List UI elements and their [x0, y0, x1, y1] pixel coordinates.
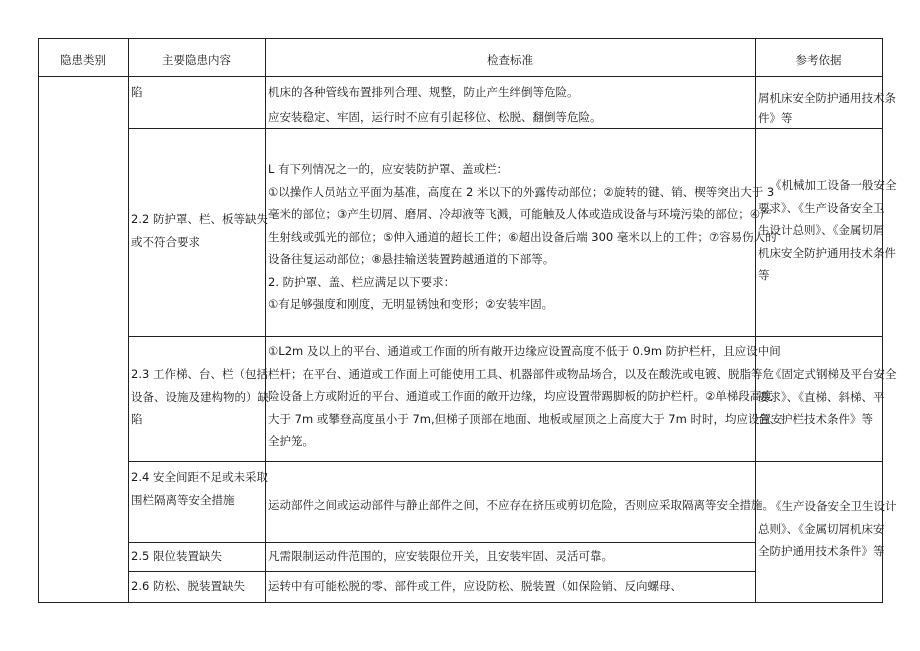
- row3-basis-line: 要求》、《直梯、斜梯、平: [758, 389, 885, 404]
- row2-basis-line: 要求》、《生产设备安全卫: [758, 200, 885, 215]
- row3-basis: [758, 363, 897, 431]
- row3-standard-line: 险设备上方或附近的平台、通道或工作面的敞开边缘，均应设置带踢脚板的防护栏杆。②单梯段高度: [268, 389, 773, 403]
- col2-divider: [265, 38, 266, 603]
- row1-basis-line1: 屑机床安全防护通用技术条: [758, 91, 896, 105]
- row3-standard-line: ①L2m 及以上的平台、通道或工作面的所有敞开边缘应设置高度不低于 0.9m 防护栏杆，且应设中间: [268, 344, 781, 358]
- row3-bottom-border: [128, 461, 883, 462]
- row2-basis-line: 生设计总则》、《金属切屑: [758, 223, 885, 237]
- row2-standard-line: ①以操作人员站立平面为基准，高度在 2 米以下的外露传动部位；②旋转的键、销、楔等突出大于 3: [268, 184, 775, 199]
- table-top-border: [38, 38, 883, 39]
- row3-content-line: 2.3 工作梯、台、栏（包括: [131, 367, 268, 381]
- row4-content-line: 围栏隔离等安全措施: [131, 492, 235, 507]
- row2-bottom-border: [128, 336, 883, 337]
- row1-bottom-border: [128, 128, 883, 129]
- row2-standard: [268, 158, 777, 316]
- row5-standard: 凡需限制运动件范围的，应安装限位开关，且安装牢固、灵活可靠。: [268, 549, 613, 563]
- row4-basis-line: 全防护通用技术条件》等: [758, 544, 885, 558]
- row4-basis: [758, 495, 897, 563]
- header-standard: 检查标准: [487, 53, 533, 67]
- row4-bottom-border: [128, 542, 755, 543]
- row3-content-line: 陷: [131, 412, 143, 426]
- row3-standard-line: 栏杆；在平台、通道或工作面上可能使用工具、机器部件或物品场合，以及在酸洗或电镀、脱脂等危: [268, 366, 774, 381]
- row2-basis-line: 等: [758, 268, 770, 282]
- row2-basis: [758, 174, 897, 287]
- row3-content-line: 设备、设施及建构物的）缺: [131, 389, 269, 404]
- header-content: 主要隐患内容: [162, 53, 231, 67]
- row2-standard-line: 2. 防护罩、盖、栏应满足以下要求：: [268, 274, 456, 289]
- table-left-border: [38, 38, 39, 603]
- row2-standard-line: 生射线或弧光的部位；⑤伸入通道的超长工件；⑥超出设备后端 300 毫米以上的工件；⑦容易伤人的: [268, 229, 777, 244]
- table-bottom-border: [38, 602, 883, 603]
- row2-content: [131, 208, 268, 253]
- row2-basis-line: 《机械加工设备一般安全: [770, 178, 897, 192]
- row6-content: 2.6 防松、脱装置缺失: [131, 579, 245, 593]
- row2-content-line: 2.2 防护罩、栏、板等缺失: [131, 212, 268, 226]
- row1-content: 陷: [131, 85, 143, 99]
- row2-standard-line: 毫米的部位；③产生切屑、磨屑、冷却液等飞溅，可能触及人体或造成设备与环境污染的部位；④产: [268, 207, 772, 221]
- col1-divider: [128, 38, 129, 603]
- col3-divider: [755, 38, 756, 603]
- row2-content-line: 或不符合要求: [131, 234, 200, 249]
- header-bottom-border: [38, 76, 883, 77]
- row2-standard-line: ①有足够强度和刚度，无明显锈蚀和变形；②安装牢固。: [268, 297, 554, 311]
- row3-content: [131, 363, 269, 431]
- row4-standard: 运动部件之间或运动部件与静止部件之间，不应存在挤压或剪切危险，否则应采取隔离等安全措施。: [268, 498, 774, 512]
- header-basis: 参考依据: [795, 53, 842, 67]
- row4-basis-line: 《生产设备安全卫生设计: [770, 499, 897, 513]
- row4-content: [131, 466, 268, 511]
- row5-bottom-border: [128, 571, 755, 572]
- row1-standard-line1: 机床的各种管线布置排列合理、规整，防止产生绊倒等危险。: [268, 85, 579, 99]
- row4-content-line: 2.4 安全间距不足或未采取: [131, 470, 268, 484]
- row3-standard-line: 大于 7m 或攀登高度虽小于 7m,但梯子顶部在地面、地板或屋顶之上高度大于 7m 时时，均应设置安: [268, 411, 783, 426]
- row6-standard: 运转中有可能松脱的零、部件或工件，应设防松、脱装置（如保险销、反向螺母、: [268, 579, 682, 593]
- header-category: 隐患类别: [60, 53, 106, 67]
- row5-content: 2.5 限位装置缺失: [131, 549, 222, 563]
- row2-standard-line: L 有下列情况之一的，应安装防护罩、盖或栏：: [268, 162, 509, 176]
- row1-standard-line2: 应安装稳定、牢固，运行时不应有引起移位、松脱、翻倒等危险。: [268, 110, 602, 124]
- row3-standard-line: 全护笼。: [268, 434, 314, 448]
- row2-standard-line: 设备往复运动部位；⑧悬挂输送装置跨越通道的下部等。: [268, 252, 555, 266]
- row3-basis-line: 《固定式钢梯及平台安全: [770, 367, 897, 381]
- row2-basis-line: 机床安全防护通用技术条件: [758, 245, 896, 260]
- row1-basis-line2: 件》等: [758, 111, 793, 125]
- row3-standard: [268, 340, 783, 453]
- row4-basis-line: 总则》、《金属切屑机床安: [758, 521, 885, 536]
- row3-basis-line: 台、护栏技术条件》等: [758, 412, 873, 426]
